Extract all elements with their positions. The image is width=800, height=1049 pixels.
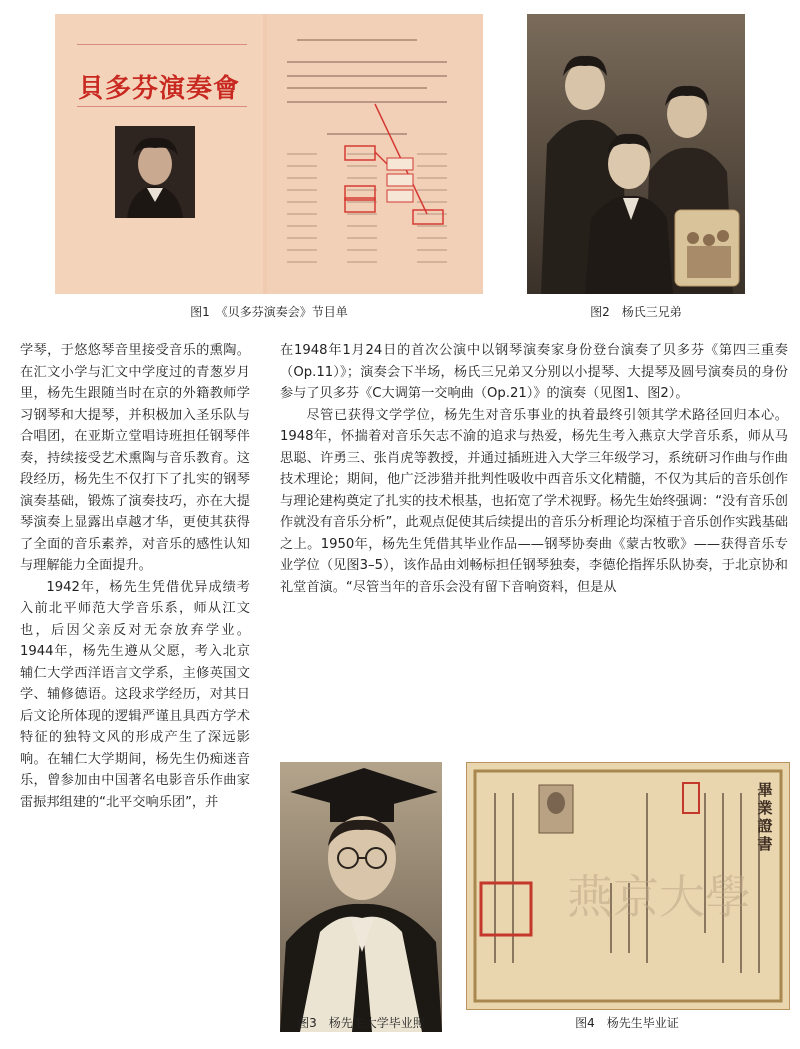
program-cover-page (55, 14, 263, 294)
svg-text:燕京大學: 燕京大學 (567, 870, 751, 924)
divider (77, 44, 247, 45)
paragraph: 在1948年1月24日的首次公演中以钢琴演奏家身份登台演奏了贝多芬《第四三重奏（Op.11）》；演奏会下半场，杨氏三兄弟又分别以小提琴、大提琴及圆号演奏员的身份参与了贝多芬《C大调第一交响曲（Op.21）》的演奏（见图1、图2）。 (280, 343, 788, 401)
divider (77, 106, 247, 107)
paragraph: 尽管已获得文学学位，杨先生对音乐事业的执着最终引领其学术路径回归本心。1948年，怀揣着对音乐矢志不渝的追求与热爱，杨先生考入燕京大学音乐系，师从马思聪、许勇三、张肖虎等教授，并通过插班进入大学三年级学习，系统研习作曲与作曲技术理论；期间，他广泛涉猎并批判性吸收中西音乐文化精髓，不仅为其后的音乐创作与理论建构奠定了扎实的技术根基，也拓宽了学术视野。杨先生始终强调：“没有音乐创作就没有音乐分析”，此观点促使其后续提出的音乐分析理论均深植于音乐创作实践基础之上。1950年，杨先生凭借其毕业作品——钢琴协奏曲《蒙古牧歌》——获得音乐专业学位（见图3–5），该作品由刘畅标担任钢琴独奏，李德伦指挥乐队协奏，于北京协和礼堂首演。“尽管当年的音乐会没有留下音响资料，但是从 (280, 407, 788, 595)
paragraph: 1942年，杨先生凭借优异成绩考入前北平师范大学音乐系，师从江文也，后因父亲反对无奈放弃学业。1944年，杨先生遵从父愿，考入北京辅仁大学西洋语言文学系，主修英国文学、辅修德语。这段求学经历，对其日后文论所体现的逻辑严谨且具西方学术特征的独特文风的形成产生了深远影响。在辅仁大学期间，杨先生仍痴迷音乐，曾参加由中国著名电影音乐作曲家雷振邦组建的“北平交响乐团”，并 (20, 579, 250, 810)
figure-3-caption: 图3 杨先生大学毕业照 (297, 1016, 425, 1030)
program-inner-page (267, 14, 483, 294)
left-column (20, 340, 250, 813)
figure-4-graduation-certificate (466, 762, 790, 1010)
right-column (280, 340, 788, 598)
figure-1-caption: 图1 《贝多芬演奏会》节目单 (190, 305, 348, 319)
program-title: 貝多芬演奏會 (77, 74, 240, 104)
beethoven-portrait (115, 126, 195, 218)
certificate-title: 畢業證書 (757, 781, 773, 853)
figure-2-caption: 图2 杨氏三兄弟 (590, 305, 682, 319)
figure-2-photo-yang-brothers (527, 14, 745, 294)
figure-1-concert-program (55, 14, 483, 294)
paragraph: 学琴，于悠悠琴音里接受音乐的熏陶。在汇文小学与汇文中学度过的青葱岁月里，杨先生跟随当时在京的外籍教师学习钢琴和大提琴，并积极加入圣乐队与合唱团，在亚斯立堂唱诗班担任钢琴伴奏，持续接受艺术熏陶与音乐教育。这段经历，杨先生不仅打下了扎实的钢琴演奏基础，锻炼了演奏技巧，亦在大提琴演奏上显露出卓越才华，更使其获得了全面的音乐素养，对音乐的感性认知与理解能力全面提升。 (20, 343, 250, 573)
figure-3-graduation-photo (280, 762, 442, 1032)
figure-4-caption: 图4 杨先生毕业证 (575, 1016, 679, 1030)
